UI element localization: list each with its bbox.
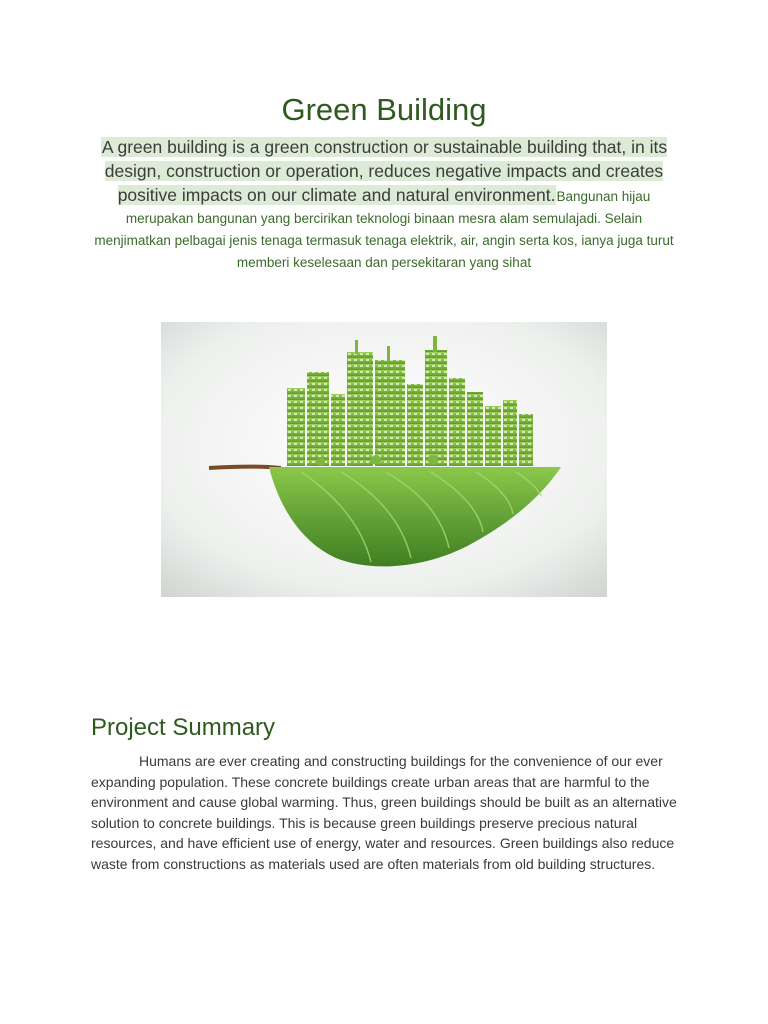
intro-malay-text: Bangunan hijau merupakan bangunan yang bercirikan teknologi binaan mesra alam semulajadi. Selain menjimatkan pelbagai jenis tenaga termasuk tenaga elektrik, air, angin serta kos, ianya juga turut memberi keselesaan dan persekitaran yang sihat bbox=[94, 189, 674, 270]
project-summary-paragraph: Humans are ever creating and constructing buildings for the convenience of our ever expanding population. These concrete buildings create urban areas that are harmful to the environment and cause global warming. Thus, green buildings should be built as an alternative solution to concrete buildings. This is because green buildings preserve precious natural resources, and have efficient use of energy, water and resources. Green buildings also reduce waste from constructions as materials used are often materials from old building structures. bbox=[91, 753, 677, 872]
section-heading-project-summary: Project Summary bbox=[91, 714, 276, 741]
intro-paragraph bbox=[88, 136, 680, 274]
intro-english-highlight: A green building is a green construction or sustainable building that, in its design, construction or operation, reduces negative impacts and creates positive impacts on our climate and natural environment. bbox=[101, 137, 668, 205]
page-title: Green Building bbox=[281, 92, 487, 127]
green-city-leaf-illustration bbox=[161, 322, 607, 597]
